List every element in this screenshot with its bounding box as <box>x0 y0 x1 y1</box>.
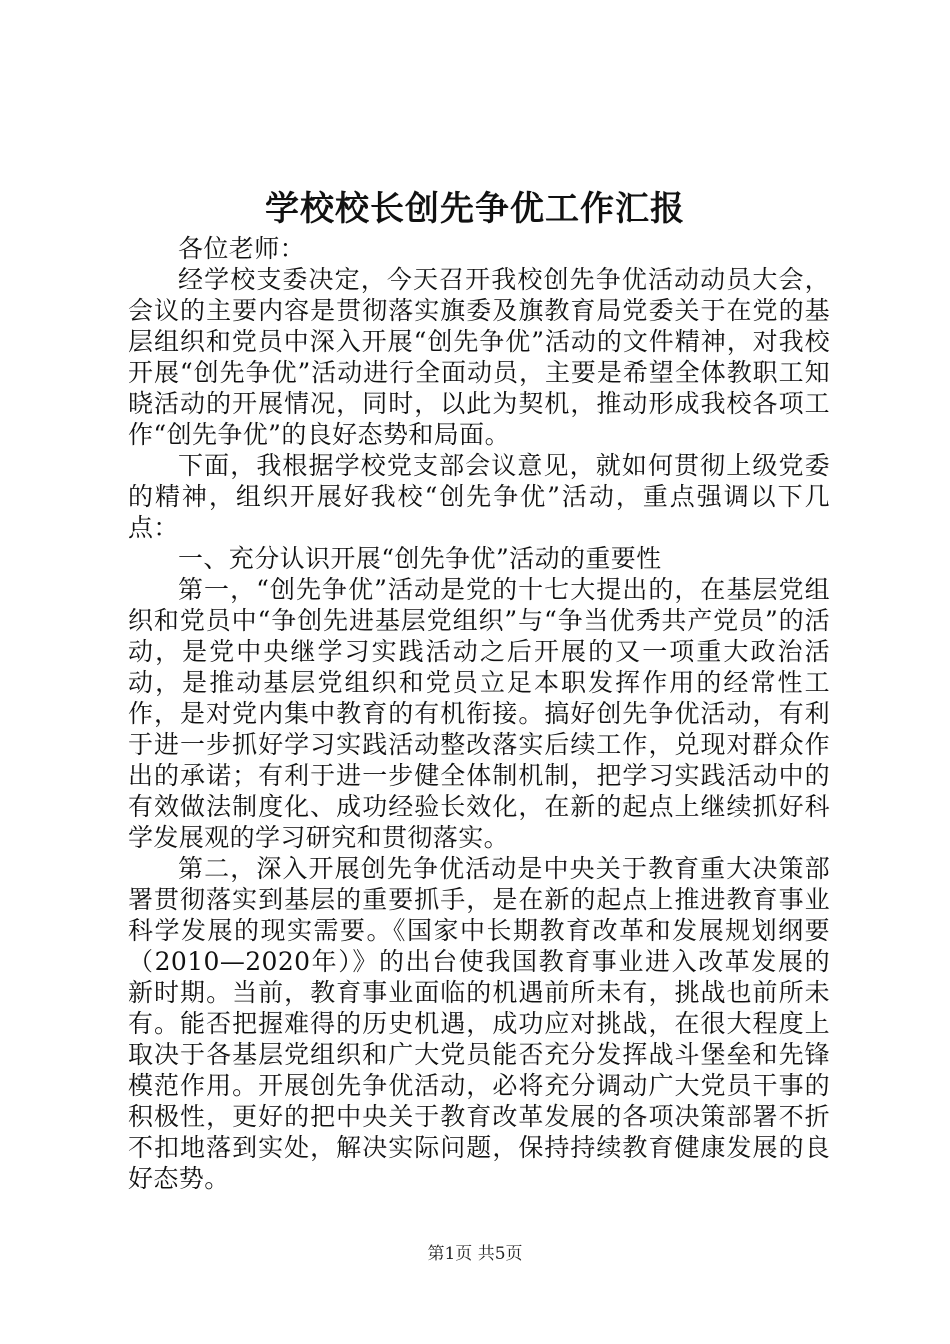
section-heading: 一、充分认识开展“创先争优”活动的重要性 <box>178 544 662 573</box>
section-paragraph-second: 第二，深入开展创先争优活动是中央关于教育重大决策部署贯彻落实到基层的重要抓手，是在新的起点上推进教育事业科学发展的现实需要。《国家中长期教育改革和发展规划纲要（2010—2020年）》的出台使我国教育事业进入改革发展的新时期。当前，教育事业面临的机遇前所未有，挑战也前所未有。能否把握难得的历史机遇，成功应对挑战，在很大程度上取决于各基层党组织和广大党员能否充分发挥战斗堡垒和先锋模范作用。开展创先争优活动，必将充分调动广大党员干事的积极性，更好的把中央关于教育改革发展的各项决策部署不折不扣地落到实处，解决实际问题，保持持续教育健康发展的良好态势。 <box>128 854 830 1193</box>
page-number-footer: 第1页 共5页 <box>427 1244 523 1264</box>
document-body <box>128 233 830 1194</box>
salutation: 各位老师： <box>178 234 306 263</box>
document-title: 学校校长创先争优工作汇报 <box>265 189 685 229</box>
section-paragraph-first: 第一，“创先争优”活动是党的十七大提出的，在基层党组织和党员中“争创先进基层党组织”与“争当优秀共产党员”的活动，是党中央继学习实践活动之后开展的又一项重大政治活动，是推动基层党组织和党员立足本职发挥作用的经常性工作，是对党内集中教育的有机衔接。搞好创先争优活动，有利于进一步抓好学习实践活动整改落实后续工作，兑现对群众作出的承诺；有利于进一步健全体制机制，把学习实践活动中的有效做法制度化、成功经验长效化，在新的起点上继续抓好科学发展观的学习研究和贯彻落实。 <box>128 575 830 852</box>
intro-paragraph: 经学校支委决定，今天召开我校创先争优活动动员大会，会议的主要内容是贯彻落实旗委及旗教育局党委关于在党的基层组织和党员中深入开展“创先争优”活动的文件精神，对我校开展“创先争优”活动进行全面动员，主要是希望全体教职工知晓活动的开展情况，同时，以此为契机，推动形成我校各项工作“创先争优”的良好态势和局面。 <box>128 265 830 449</box>
transition-paragraph: 下面，我根据学校党支部会议意见，就如何贯彻上级党委的精神，组织开展好我校“创先争优”活动，重点强调以下几点： <box>128 451 830 542</box>
